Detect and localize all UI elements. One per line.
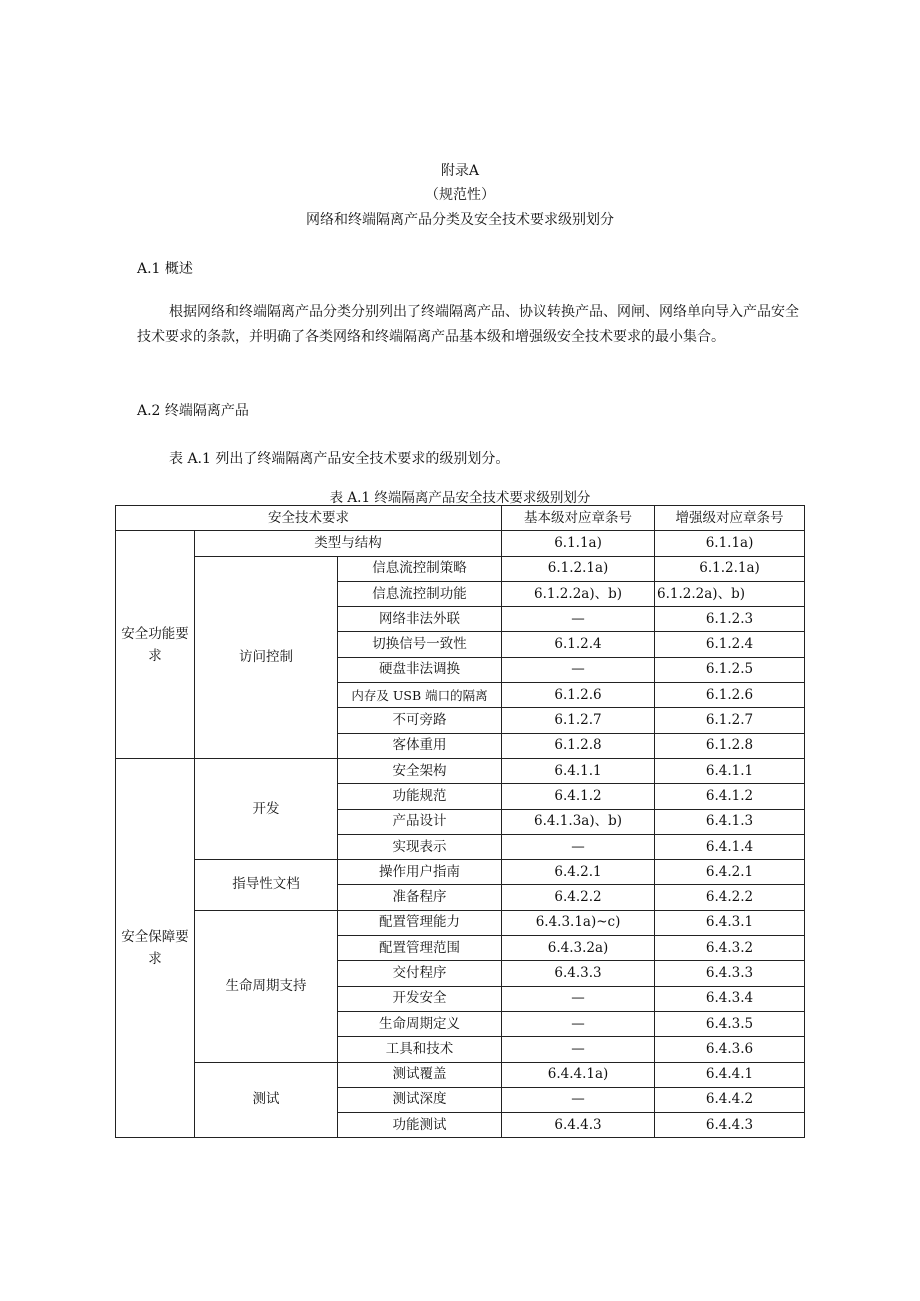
item-cell: 工具和技术	[338, 1037, 502, 1062]
enhanced-cell: 6.1.2.1a)	[655, 556, 805, 581]
table-row	[116, 910, 805, 935]
basic-cell: 6.1.1a)	[502, 531, 655, 556]
header-requirement: 安全技术要求	[116, 506, 502, 531]
category-type-structure: 类型与结构	[195, 531, 502, 556]
enhanced-cell: 6.1.2.4	[655, 632, 805, 657]
enhanced-cell: 6.4.2.1	[655, 860, 805, 885]
basic-cell: —	[502, 986, 655, 1011]
basic-cell: 6.4.4.3	[502, 1113, 655, 1138]
enhanced-cell: 6.4.3.3	[655, 961, 805, 986]
item-cell: 交付程序	[338, 961, 502, 986]
item-cell: 操作用户指南	[338, 860, 502, 885]
basic-cell: 6.4.3.2a)	[502, 936, 655, 961]
basic-cell: 6.4.4.1a)	[502, 1062, 655, 1087]
item-cell: 产品设计	[338, 809, 502, 834]
item-cell: 不可旁路	[338, 708, 502, 733]
enhanced-cell: 6.4.4.2	[655, 1087, 805, 1112]
header-basic: 基本级对应章条号	[502, 506, 655, 531]
table-row	[116, 758, 805, 783]
enhanced-cell: 6.1.2.7	[655, 708, 805, 733]
enhanced-cell: 6.1.2.8	[655, 733, 805, 758]
basic-cell: 6.4.2.2	[502, 885, 655, 910]
category-testing: 测试	[195, 1062, 338, 1138]
basic-cell: 6.1.2.4	[502, 632, 655, 657]
enhanced-cell: 6.4.1.1	[655, 758, 805, 783]
item-cell: 开发安全	[338, 986, 502, 1011]
requirements-table	[115, 505, 805, 1138]
enhanced-cell: 6.1.2.5	[655, 657, 805, 682]
table-row	[116, 556, 805, 581]
section-a2-body: 表 A.1 列出了终端隔离产品安全技术要求的级别划分。	[169, 451, 510, 467]
basic-cell: —	[502, 1011, 655, 1036]
basic-cell: —	[502, 657, 655, 682]
basic-cell: 6.4.1.2	[502, 784, 655, 809]
item-cell: 配置管理范围	[338, 936, 502, 961]
normative-label: （规范性）	[425, 187, 495, 203]
item-cell: 安全架构	[338, 758, 502, 783]
enhanced-cell: 6.1.2.2a)、b)	[655, 581, 805, 606]
category-access-control: 访问控制	[195, 556, 338, 758]
basic-cell: 6.4.3.1a)~c)	[502, 910, 655, 935]
basic-cell: 6.1.2.8	[502, 733, 655, 758]
basic-cell: —	[502, 607, 655, 632]
section-a1-heading: A.1 概述	[137, 261, 193, 277]
item-cell: 网络非法外联	[338, 607, 502, 632]
item-cell: 信息流控制功能	[338, 581, 502, 606]
item-cell: 功能规范	[338, 784, 502, 809]
enhanced-cell: 6.1.1a)	[655, 531, 805, 556]
section-a1-body: 根据网络和终端隔离产品分类分别列出了终端隔离产品、协议转换产品、网闸、网络单向导入产品安全技术要求的条款，并明确了各类网络和终端隔离产品基本级和增强级安全技术要求的最小集合。	[137, 304, 799, 345]
item-cell: 硬盘非法调换	[338, 657, 502, 682]
category-develop: 开发	[195, 758, 338, 859]
section-a2-heading: A.2 终端隔离产品	[137, 403, 249, 419]
header-enhanced: 增强级对应章条号	[655, 506, 805, 531]
item-cell: 信息流控制策略	[338, 556, 502, 581]
appendix-label: 附录A	[440, 163, 480, 179]
enhanced-cell: 6.4.3.5	[655, 1011, 805, 1036]
enhanced-cell: 6.4.2.2	[655, 885, 805, 910]
enhanced-cell: 6.4.1.3	[655, 809, 805, 834]
page-title: 网络和终端隔离产品分类及安全技术要求级别划分	[306, 212, 614, 228]
enhanced-cell: 6.4.3.1	[655, 910, 805, 935]
table-caption: 表 A.1 终端隔离产品安全技术要求级别划分	[329, 490, 591, 506]
group-functional: 安全功能要求	[116, 531, 195, 759]
basic-cell: 6.1.2.2a)、b)	[502, 581, 655, 606]
basic-cell: —	[502, 834, 655, 859]
enhanced-cell: 6.4.3.6	[655, 1037, 805, 1062]
item-cell: 切换信号一致性	[338, 632, 502, 657]
item-cell: 测试深度	[338, 1087, 502, 1112]
item-cell: 配置管理能力	[338, 910, 502, 935]
enhanced-cell: 6.4.1.4	[655, 834, 805, 859]
table-row	[116, 531, 805, 556]
category-lifecycle: 生命周期支持	[195, 910, 338, 1062]
basic-cell: 6.4.1.1	[502, 758, 655, 783]
table-row	[116, 1062, 805, 1087]
enhanced-cell: 6.4.4.1	[655, 1062, 805, 1087]
enhanced-cell: 6.1.2.6	[655, 683, 805, 708]
basic-cell: —	[502, 1087, 655, 1112]
enhanced-cell: 6.4.3.4	[655, 986, 805, 1011]
basic-cell: 6.1.2.7	[502, 708, 655, 733]
enhanced-cell: 6.4.4.3	[655, 1113, 805, 1138]
basic-cell: 6.4.2.1	[502, 860, 655, 885]
enhanced-cell: 6.4.3.2	[655, 936, 805, 961]
item-cell: 实现表示	[338, 834, 502, 859]
item-cell: 测试覆盖	[338, 1062, 502, 1087]
basic-cell: 6.4.3.3	[502, 961, 655, 986]
group-assurance: 安全保障要求	[116, 758, 195, 1137]
item-cell: 生命周期定义	[338, 1011, 502, 1036]
item-cell: 内存及 USB 端口的隔离	[338, 683, 502, 708]
basic-cell: 6.1.2.6	[502, 683, 655, 708]
basic-cell: 6.4.1.3a)、b)	[502, 809, 655, 834]
basic-cell: —	[502, 1037, 655, 1062]
category-guidance: 指导性文档	[195, 860, 338, 911]
table-row	[116, 860, 805, 885]
basic-cell: 6.1.2.1a)	[502, 556, 655, 581]
item-cell: 客体重用	[338, 733, 502, 758]
item-cell: 准备程序	[338, 885, 502, 910]
enhanced-cell: 6.1.2.3	[655, 607, 805, 632]
enhanced-cell: 6.4.1.2	[655, 784, 805, 809]
table-header-row	[116, 506, 805, 531]
item-cell: 功能测试	[338, 1113, 502, 1138]
